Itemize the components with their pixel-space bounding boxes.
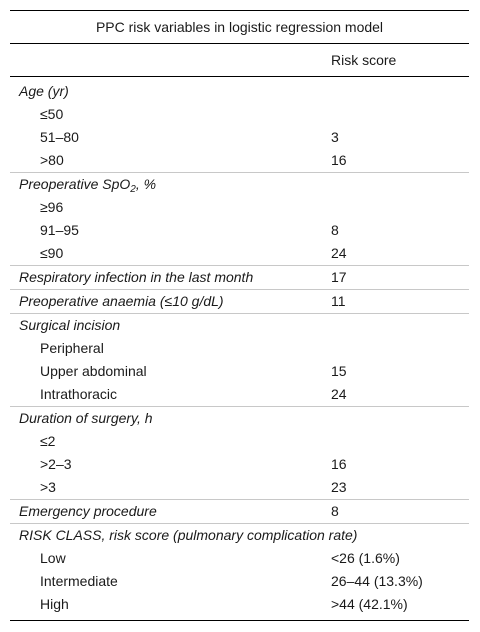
table-section-row: [10, 265, 469, 289]
row-label: Peripheral: [40, 340, 104, 356]
table-row: [10, 547, 469, 570]
row-value: <26 (1.6%): [331, 550, 400, 566]
row-label: >80: [40, 152, 64, 168]
table-row: [10, 453, 469, 476]
column-header-risk-score: Risk score: [331, 52, 397, 68]
row-label: ≥96: [40, 199, 64, 215]
row-label: 51–80: [40, 129, 79, 145]
table-row: [10, 337, 469, 360]
row-label: High: [40, 596, 69, 612]
row-value: 24: [331, 386, 347, 402]
risk-table: [10, 10, 469, 621]
section-label: Age (yr): [19, 83, 69, 99]
section-label-suffix: , %: [135, 176, 157, 192]
table-row: [10, 126, 469, 149]
table-row: [10, 360, 469, 383]
section-value: 17: [331, 269, 347, 285]
table-header-row: [10, 44, 469, 77]
table-row: [10, 593, 469, 616]
row-label: Low: [40, 550, 66, 566]
row-label: Intrathoracic: [40, 386, 118, 402]
row-value: 8: [331, 222, 339, 238]
row-label: ≤2: [40, 433, 56, 449]
table-body: [10, 77, 469, 621]
table-section-row: [10, 406, 469, 430]
section-label: Preoperative anaemia (≤10 g/dL): [19, 293, 224, 309]
row-label: 91–95: [40, 222, 79, 238]
table-section-row: [10, 80, 469, 103]
section-label: Respiratory infection in the last month: [19, 269, 254, 285]
row-label: ≤50: [40, 106, 64, 122]
table-row: [10, 103, 469, 126]
table-row: [10, 570, 469, 593]
table-row: [10, 476, 469, 499]
section-value: 8: [331, 503, 339, 519]
row-label: ≤90: [40, 245, 64, 261]
row-value: 16: [331, 152, 347, 168]
row-value: 3: [331, 129, 339, 145]
table-row: [10, 430, 469, 453]
row-value: 23: [331, 479, 347, 495]
table-section-row: [10, 172, 469, 196]
table-row: [10, 196, 469, 219]
row-value: >44 (42.1%): [331, 596, 408, 612]
section-label: Surgical incision: [19, 317, 121, 333]
table-section-row: [10, 313, 469, 337]
section-label: Duration of surgery, h: [19, 410, 153, 426]
row-value: 15: [331, 363, 347, 379]
row-value: 16: [331, 456, 347, 472]
section-label: [19, 173, 156, 196]
section-label-subscript: 2: [130, 184, 136, 195]
table-section-row: [10, 289, 469, 313]
table-row: [10, 219, 469, 242]
table-section-row: [10, 523, 469, 547]
row-value: 24: [331, 245, 347, 261]
section-label: RISK CLASS, risk score (pulmonary complication rate): [19, 527, 358, 543]
section-value: 11: [331, 293, 346, 309]
section-label: Emergency procedure: [19, 503, 157, 519]
section-label-prefix: Preoperative SpO: [19, 176, 131, 192]
table-row: [10, 383, 469, 406]
row-label: >2–3: [40, 456, 72, 472]
table-section-row: [10, 499, 469, 523]
table-title: PPC risk variables in logistic regression model: [10, 10, 469, 44]
row-value: 26–44 (13.3%): [331, 573, 423, 589]
table-row: [10, 242, 469, 265]
table-row: [10, 149, 469, 172]
row-label: Intermediate: [40, 573, 118, 589]
row-label: >3: [40, 479, 56, 495]
row-label: Upper abdominal: [40, 363, 147, 379]
